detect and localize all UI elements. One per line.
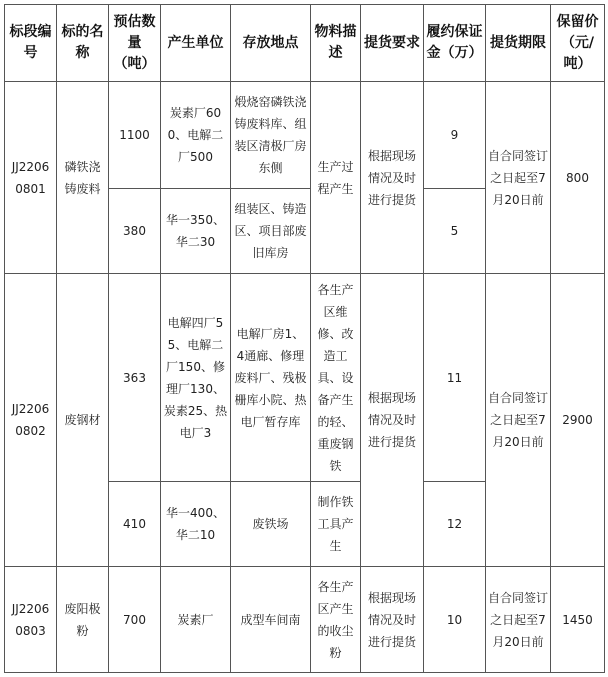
quantity: 700 (109, 567, 161, 673)
item-name: 废钢材 (57, 274, 109, 567)
header-storage-location: 存放地点 (231, 5, 311, 82)
storage-location: 成型车间南 (231, 567, 311, 673)
pickup-req: 根据现场情况及时进行提货 (361, 274, 424, 567)
source-unit: 炭素厂600、电解二厂500 (161, 82, 231, 189)
item-name: 磷铁浇铸废料 (57, 82, 109, 274)
pickup-deadline: 自合同签订之日起至7月20日前 (486, 567, 551, 673)
lot-code: JJ2206 0803 (5, 567, 57, 673)
header-pickup-req: 提货要求 (361, 5, 424, 82)
reserve-price: 1450 (551, 567, 605, 673)
deposit: 5 (424, 189, 486, 274)
reserve-price: 2900 (551, 274, 605, 567)
deposit: 11 (424, 274, 486, 482)
header-source-unit: 产生单位 (161, 5, 231, 82)
source-unit: 炭素厂 (161, 567, 231, 673)
header-row (5, 5, 605, 82)
deposit: 10 (424, 567, 486, 673)
header-material-desc: 物料描述 (311, 5, 361, 82)
quantity: 410 (109, 482, 161, 567)
header-quantity: 预估数量（吨） (109, 5, 161, 82)
storage-location: 煅烧窑磷铁浇铸废料库、组装区清极厂房东侧 (231, 82, 311, 189)
material-desc: 各生产区维修、改造工具、设备产生的轻、重废钢铁 (311, 274, 361, 482)
storage-location: 废铁场 (231, 482, 311, 567)
quantity: 363 (109, 274, 161, 482)
reserve-price: 800 (551, 82, 605, 274)
table-row (5, 82, 605, 189)
header-pickup-deadline: 提货期限 (486, 5, 551, 82)
source-unit: 华一400、华二10 (161, 482, 231, 567)
deposit: 12 (424, 482, 486, 567)
header-lot-code: 标段编号 (5, 5, 57, 82)
pickup-deadline: 自合同签订之日起至7月20日前 (486, 82, 551, 274)
material-desc: 各生产区产生的收尘粉 (311, 567, 361, 673)
item-name: 废阳极粉 (57, 567, 109, 673)
header-item-name: 标的名称 (57, 5, 109, 82)
source-unit: 华一350、华二30 (161, 189, 231, 274)
deposit: 9 (424, 82, 486, 189)
auction-lot-table (4, 4, 605, 673)
table-wrapper (4, 4, 604, 672)
table-row (5, 567, 605, 673)
source-unit: 电解四厂55、电解二厂150、修理厂130、炭素25、热电厂3 (161, 274, 231, 482)
lot-code: JJ2206 0802 (5, 274, 57, 567)
quantity: 380 (109, 189, 161, 274)
pickup-req: 根据现场情况及时进行提货 (361, 567, 424, 673)
storage-location: 组装区、铸造区、项目部废旧库房 (231, 189, 311, 274)
header-reserve-price: 保留价（元/吨） (551, 5, 605, 82)
storage-location: 电解厂房1、4通廊、修理废料厂、残极栅库小院、热电厂暂存库 (231, 274, 311, 482)
material-desc: 制作铁工具产生 (311, 482, 361, 567)
lot-code: JJ2206 0801 (5, 82, 57, 274)
header-deposit: 履约保证金（万） (424, 5, 486, 82)
pickup-deadline: 自合同签订之日起至7月20日前 (486, 274, 551, 567)
pickup-req: 根据现场情况及时进行提货 (361, 82, 424, 274)
material-desc: 生产过程产生 (311, 82, 361, 274)
quantity: 1100 (109, 82, 161, 189)
table-row (5, 274, 605, 482)
